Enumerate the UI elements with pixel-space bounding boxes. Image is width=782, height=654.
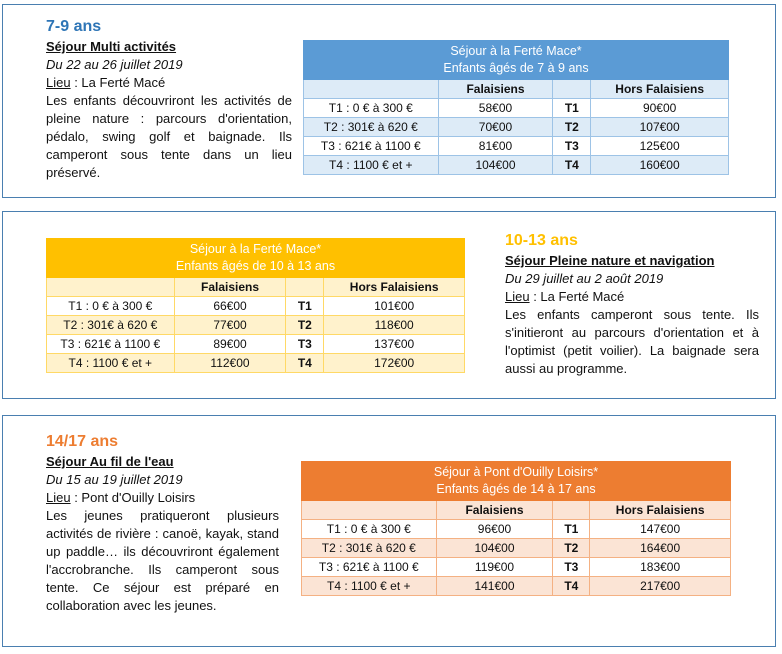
tranche-code: T3	[286, 335, 324, 354]
table-row	[47, 335, 465, 354]
lieu-line	[46, 489, 279, 507]
table-row	[47, 316, 465, 335]
sejour-description: Les jeunes pratiqueront plusieurs activités de rivière : canoë, kayak, stand up paddle… ils découvriront également l'accrobranche. Ils camperont sous tente. Ce séjour est préparé en collaboration avec les jeunes.	[46, 508, 279, 613]
lieu-label: Lieu	[46, 75, 71, 90]
hors-price: 164€00	[590, 539, 731, 558]
hors-price: 172€00	[324, 354, 465, 373]
falaisiens-price: 104€00	[436, 539, 553, 558]
table-row	[304, 137, 729, 156]
tranche-cell: T2 : 301€ à 620 €	[302, 539, 437, 558]
tranche-code: T1	[553, 99, 591, 118]
table-row	[302, 520, 731, 539]
tranche-cell: T3 : 621€ à 1100 €	[304, 137, 439, 156]
tranche-code: T2	[286, 316, 324, 335]
sejour-title: Séjour Pleine nature et navigation	[505, 253, 715, 268]
falaisiens-price: 119€00	[436, 558, 553, 577]
tranche-code: T1	[553, 520, 590, 539]
tranche-code: T2	[553, 539, 590, 558]
table-row	[47, 354, 465, 373]
column-header-row	[47, 278, 465, 297]
tranche-cell: T3 : 621€ à 1100 €	[302, 558, 437, 577]
hors-price: 137€00	[324, 335, 465, 354]
sejour-description: Les enfants camperont sous tente. Ils s'initieront au parcours d'orientation et à l'optimist (petit voilier). La baignade sera aussi au programme.	[505, 307, 759, 376]
tranche-cell: T4 : 1100 € et +	[304, 156, 439, 175]
hors-price: 107€00	[591, 118, 729, 137]
table-header	[304, 41, 729, 80]
hors-price: 101€00	[324, 297, 465, 316]
table-header-line1: Séjour à la Ferté Mace*	[450, 44, 582, 58]
falaisiens-price: 81€00	[438, 137, 553, 156]
table-row	[302, 577, 731, 596]
tranche-cell: T4 : 1100 € et +	[302, 577, 437, 596]
section-text	[46, 17, 292, 182]
sejour-dates: Du 22 au 26 juillet 2019	[46, 57, 183, 72]
sejour-title: Séjour Multi activités	[46, 39, 177, 54]
age-heading: 7-9 ans	[46, 18, 102, 35]
table-row	[304, 118, 729, 137]
lieu-value: : La Ferté Macé	[529, 289, 625, 304]
column-header-row	[304, 80, 729, 99]
hors-price: 125€00	[591, 137, 729, 156]
tarif-table	[46, 238, 465, 373]
tranche-cell: T1 : 0 € à 300 €	[47, 297, 175, 316]
section-7-9-ans	[2, 4, 776, 198]
age-heading: 10-13 ans	[505, 232, 578, 249]
table-row	[304, 156, 729, 175]
section-text	[505, 231, 759, 378]
lieu-line	[505, 288, 759, 306]
tranche-cell: T2 : 301€ à 620 €	[304, 118, 439, 137]
table-header	[47, 239, 465, 278]
table-header-line2: Enfants âgés de 10 à 13 ans	[175, 259, 336, 273]
tranche-code: T4	[286, 354, 324, 373]
tranche-cell: T1 : 0 € à 300 €	[302, 520, 437, 539]
tranche-code: T3	[553, 558, 590, 577]
falaisiens-price: 89€00	[174, 335, 286, 354]
section-14-17-ans	[2, 415, 776, 647]
table-row	[302, 558, 731, 577]
hors-price: 147€00	[590, 520, 731, 539]
table-header-line2: Enfants âgés de 14 à 17 ans	[436, 482, 596, 496]
tranche-code: T1	[286, 297, 324, 316]
tranche-cell: T2 : 301€ à 620 €	[47, 316, 175, 335]
lieu-value: : Pont d'Ouilly Loisirs	[70, 490, 196, 505]
falaisiens-price: 141€00	[436, 577, 553, 596]
col-hors-falaisiens: Hors Falaisiens	[324, 278, 465, 297]
table-header-line2: Enfants âgés de 7 à 9 ans	[443, 61, 589, 75]
sejour-dates: Du 15 au 19 juillet 2019	[46, 472, 183, 487]
hors-price: 118€00	[324, 316, 465, 335]
falaisiens-price: 104€00	[438, 156, 553, 175]
column-header-row	[302, 501, 731, 520]
table-header	[302, 462, 731, 501]
table-row	[304, 99, 729, 118]
tranche-cell: T3 : 621€ à 1100 €	[47, 335, 175, 354]
section-text	[46, 432, 279, 615]
lieu-label: Lieu	[46, 490, 71, 505]
hors-price: 183€00	[590, 558, 731, 577]
lieu-value: : La Ferté Macé	[70, 75, 166, 90]
falaisiens-price: 66€00	[174, 297, 286, 316]
tranche-code: T4	[553, 156, 591, 175]
falaisiens-price: 58€00	[438, 99, 553, 118]
section-10-13-ans	[2, 211, 776, 399]
hors-price: 90€00	[591, 99, 729, 118]
table-header-line1: Séjour à la Ferté Mace*	[189, 242, 322, 256]
table-row	[302, 539, 731, 558]
age-heading: 14/17 ans	[46, 433, 119, 450]
falaisiens-price: 70€00	[438, 118, 553, 137]
table-row	[47, 297, 465, 316]
sejour-title: Séjour Au fil de l'eau	[46, 454, 174, 469]
tarif-table	[303, 40, 729, 175]
tranche-code: T3	[553, 137, 591, 156]
hors-price: 160€00	[591, 156, 729, 175]
tranche-code: T2	[553, 118, 591, 137]
falaisiens-price: 96€00	[436, 520, 553, 539]
col-falaisiens: Falaisiens	[438, 80, 553, 99]
table-header-line1: Séjour à Pont d'Ouilly Loisirs*	[433, 465, 599, 479]
lieu-line	[46, 74, 292, 92]
tarif-table	[301, 461, 731, 596]
col-hors-falaisiens: Hors Falaisiens	[590, 501, 731, 520]
col-falaisiens: Falaisiens	[436, 501, 553, 520]
falaisiens-price: 112€00	[174, 354, 286, 373]
sejour-dates: Du 29 juillet au 2 août 2019	[505, 271, 664, 286]
col-hors-falaisiens: Hors Falaisiens	[591, 80, 729, 99]
falaisiens-price: 77€00	[174, 316, 286, 335]
sejour-description: Les enfants découvriront les activités de pleine nature : parcours d'orientation, pédalo, swing golf et baignade. Ils camperont sous tente dans un lieu préservé.	[46, 93, 292, 180]
tranche-code: T4	[553, 577, 590, 596]
col-falaisiens: Falaisiens	[174, 278, 286, 297]
tranche-cell: T1 : 0 € à 300 €	[304, 99, 439, 118]
tranche-cell: T4 : 1100 € et +	[47, 354, 175, 373]
hors-price: 217€00	[590, 577, 731, 596]
lieu-label: Lieu	[505, 289, 530, 304]
